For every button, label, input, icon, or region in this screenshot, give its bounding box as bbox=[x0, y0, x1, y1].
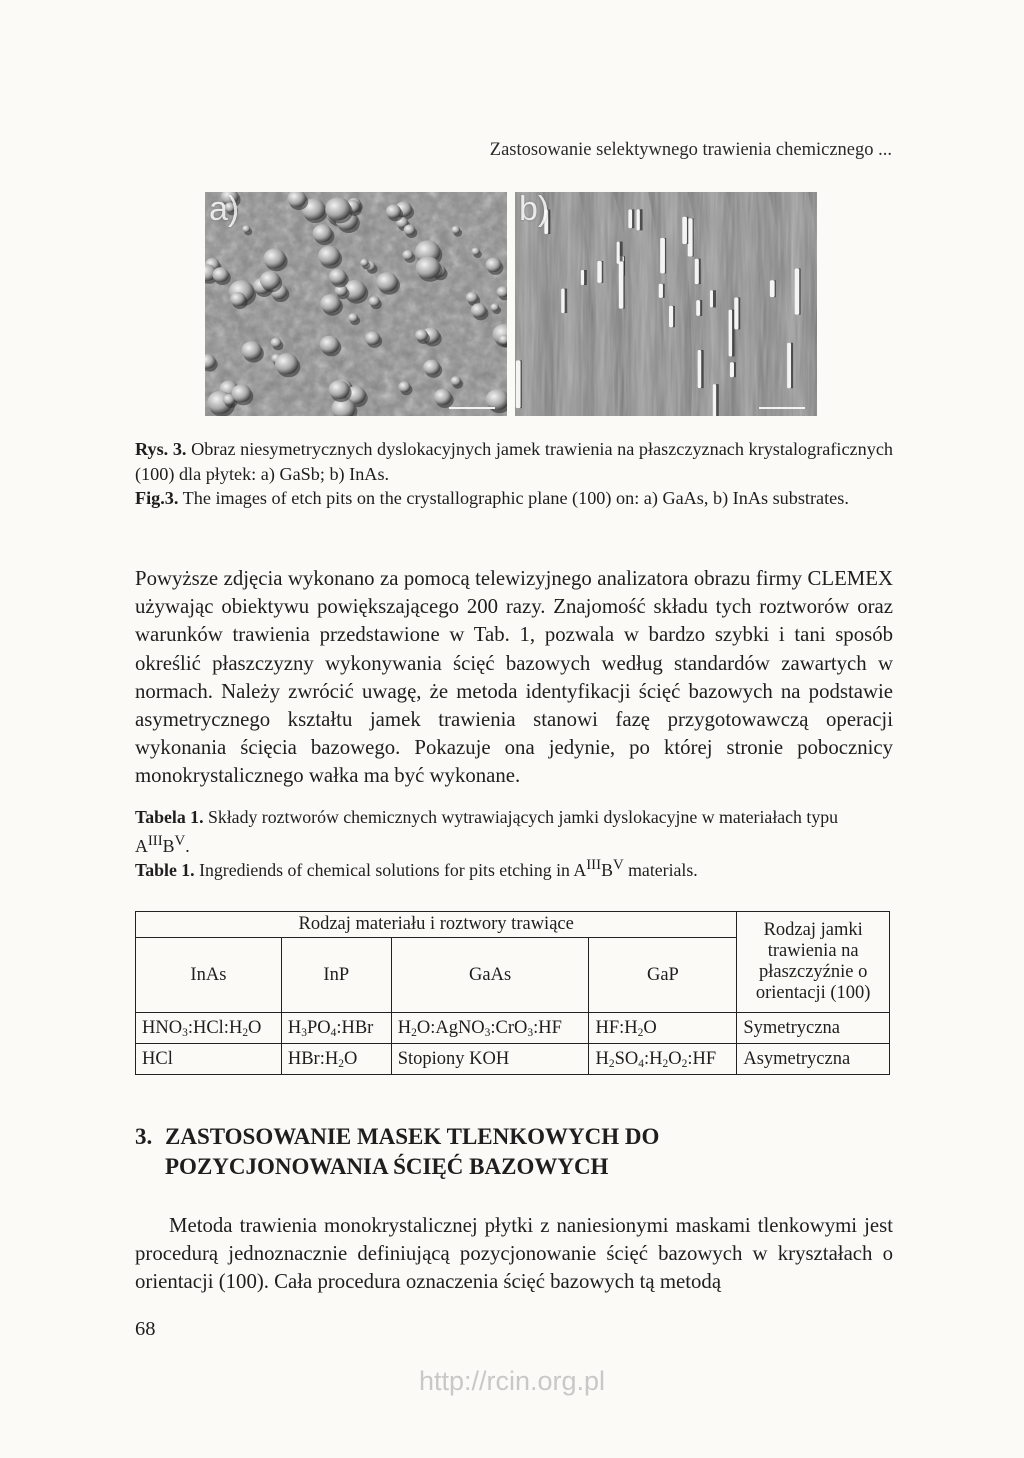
formula-subscript: 3 bbox=[484, 1026, 491, 1039]
formula-subscript: 2 bbox=[411, 1026, 417, 1039]
panel-a-label: a) bbox=[209, 192, 240, 228]
panel-b-label: b) bbox=[519, 192, 550, 228]
formula-text: :HF bbox=[533, 1017, 562, 1038]
column-header-gaas: GaAs bbox=[391, 938, 589, 1013]
etch-pit bbox=[329, 380, 350, 399]
etch-pit bbox=[242, 225, 250, 232]
figure-caption-en-label: Fig.3. bbox=[135, 488, 179, 508]
etch-pit bbox=[660, 238, 665, 273]
cell-inas-solution: HCl bbox=[136, 1044, 282, 1075]
formula-subscript: 2 bbox=[338, 1057, 344, 1070]
etching-solutions-table bbox=[135, 911, 890, 1075]
micrograph-gasb-image bbox=[205, 192, 507, 416]
figure-caption-en bbox=[135, 486, 893, 511]
etch-pit bbox=[688, 218, 693, 256]
formula-subscript: 2 bbox=[662, 1057, 669, 1070]
formula-subscript: 4 bbox=[638, 1057, 644, 1070]
table-row bbox=[136, 1013, 890, 1044]
etch-pit bbox=[471, 247, 479, 255]
etch-pit bbox=[230, 292, 245, 306]
figure-caption-pl-label: Rys. 3. bbox=[135, 439, 187, 459]
etch-pit bbox=[795, 268, 800, 314]
etch-pit bbox=[376, 272, 398, 291]
etch-pit bbox=[710, 290, 713, 307]
etch-pit bbox=[466, 292, 478, 303]
etch-pit bbox=[451, 226, 460, 234]
superscript: III bbox=[586, 857, 602, 873]
etch-pit-shadow bbox=[716, 384, 719, 416]
etch-pit bbox=[581, 270, 584, 285]
etch-pit bbox=[271, 338, 282, 348]
cell-inp-solution bbox=[281, 1013, 391, 1044]
formula-text: O bbox=[343, 1048, 358, 1069]
etch-pit bbox=[423, 360, 440, 375]
formula-text: O bbox=[248, 1017, 262, 1038]
etch-pit bbox=[471, 303, 487, 317]
cell-gaas-solution bbox=[391, 1013, 589, 1044]
figure-etch-pits bbox=[205, 192, 817, 416]
formula-text: H bbox=[287, 1017, 302, 1038]
formula-text: :CrO bbox=[490, 1017, 528, 1038]
formula-text: PO bbox=[306, 1017, 331, 1038]
etch-pit bbox=[516, 360, 521, 408]
etch-pit bbox=[329, 269, 347, 285]
etch-pit bbox=[369, 296, 380, 306]
etch-pit bbox=[617, 242, 620, 264]
etch-pit bbox=[260, 271, 280, 289]
etch-pit bbox=[365, 331, 380, 345]
etch-pit bbox=[416, 257, 441, 279]
formula-subscript: 2 bbox=[681, 1057, 688, 1070]
formula-text: SO bbox=[614, 1048, 639, 1069]
formula-subscript: 3 bbox=[527, 1026, 534, 1039]
table-caption-en-text: B bbox=[601, 859, 613, 880]
cell-pit-type: Symetryczna bbox=[737, 1013, 890, 1044]
etch-pit bbox=[320, 336, 340, 354]
etch-pit bbox=[637, 209, 640, 230]
formula-text: HBr:H bbox=[287, 1048, 339, 1069]
etch-pit bbox=[325, 197, 351, 220]
etch-pit bbox=[619, 261, 624, 308]
figure-caption-pl-text: Obraz niesymetrycznych dyslokacyjnych jamek trawienia na płaszczyznach krystalograficznych (100) dla płytek: a) GaSb; b) InAs. bbox=[135, 439, 893, 484]
scale-bar-b bbox=[759, 407, 805, 409]
micrograph-inas-image bbox=[515, 192, 817, 416]
formula-subscript: 2 bbox=[637, 1026, 644, 1039]
cell-gaas-solution: Stopiony KOH bbox=[391, 1044, 589, 1075]
formula-text: O bbox=[643, 1017, 657, 1038]
etch-pit-shadow bbox=[713, 290, 716, 307]
etch-pit bbox=[231, 384, 251, 402]
column-header-gap: GaP bbox=[589, 938, 737, 1013]
superscript: III bbox=[147, 833, 163, 849]
body-paragraph-1: Powyższe zdjęcia wykonano za pomocą telewizyjnego analizatora obrazu firmy CLEMEX używając obiektywu powiększającego 200 razy. Znajomość składu tych roztworów oraz warunków trawienia przedstawione w Tab. 1, pozwala w bardzo szybki i tani sposób określić płaszczyzny wykonywania ścięć bazowych według standardów zawartych w normach. Należy zwrócić uwagę, że metoda identyfikacji ścięć bazowych na podstawie asymetrycznego kształtu jamek trawienia stanowi fazę przygotowawczą operacji wykonania ścięcia bazowego. Pokazuje ona jedynie, po której stronie pobocznicy monokrystalicznego wałka ma być wykonane. bbox=[135, 567, 893, 788]
section-number: 3. bbox=[135, 1124, 153, 1149]
formula-text: :H bbox=[643, 1048, 663, 1069]
cell-pit-type: Asymetryczna bbox=[737, 1044, 890, 1075]
table-caption-en-label: Table 1. bbox=[135, 859, 195, 880]
etch-pit-shadow bbox=[640, 209, 643, 230]
etch-pit bbox=[669, 306, 673, 327]
etch-pit bbox=[415, 329, 428, 341]
formula-text: :HF bbox=[687, 1048, 717, 1069]
table-caption-pl-text: B bbox=[162, 835, 175, 856]
etch-pit bbox=[360, 259, 368, 267]
superscript: V bbox=[174, 833, 186, 849]
formula-text: HF:H bbox=[595, 1017, 638, 1038]
formula-subscript: 4 bbox=[330, 1026, 337, 1039]
table-header-group: Rodzaj materiału i roztwory trawiące bbox=[136, 912, 737, 938]
etch-pit bbox=[659, 284, 663, 298]
formula-subscript: 2 bbox=[608, 1057, 615, 1070]
etch-pit bbox=[490, 303, 499, 311]
etch-pit bbox=[695, 259, 699, 284]
etch-pit bbox=[318, 246, 340, 266]
etch-pit bbox=[398, 381, 410, 392]
formula-text: O bbox=[668, 1048, 682, 1069]
formula-subscript: 2 bbox=[242, 1026, 249, 1039]
cell-inas-solution bbox=[136, 1013, 282, 1044]
column-header-inp: InP bbox=[281, 938, 391, 1013]
etch-pit bbox=[320, 294, 341, 313]
section-title: ZASTOSOWANIE MASEK TLENKOWYCH DO POZYCJONOWANIA ŚCIĘĆ BAZOWYCH bbox=[165, 1124, 660, 1179]
table-row bbox=[136, 1044, 890, 1075]
figure-caption-pl bbox=[135, 437, 893, 486]
etch-pit bbox=[696, 300, 700, 316]
etch-pit bbox=[597, 261, 601, 283]
column-header-inas: InAs bbox=[136, 938, 282, 1013]
etch-pit-shadow bbox=[620, 242, 623, 264]
formula-subscript: 3 bbox=[301, 1026, 307, 1039]
etch-pit bbox=[212, 267, 228, 282]
etch-pit bbox=[628, 209, 632, 228]
figure-caption-en-text: The images of etch pits on the crystallographic plane (100) on: a) GaAs, b) InAs substrates. bbox=[178, 488, 849, 508]
etch-pit bbox=[404, 225, 416, 235]
etch-pit bbox=[241, 341, 262, 360]
etch-pit bbox=[313, 224, 333, 242]
etch-pit bbox=[275, 353, 298, 374]
etch-pit bbox=[486, 258, 502, 272]
formula-text: :HCl:H bbox=[187, 1017, 243, 1038]
formula-text: :HBr bbox=[336, 1017, 374, 1038]
formula-text: H bbox=[595, 1048, 609, 1069]
table-header-row bbox=[136, 912, 890, 938]
formula-text: O:AgNO bbox=[416, 1017, 485, 1038]
formula-text: HNO bbox=[142, 1017, 183, 1038]
formula-text: H bbox=[397, 1017, 412, 1038]
etch-pit bbox=[730, 362, 734, 377]
etch-pit bbox=[787, 343, 791, 388]
formula-subscript: 3 bbox=[182, 1026, 188, 1039]
etch-pit bbox=[734, 297, 738, 329]
etch-pit bbox=[561, 289, 564, 314]
table-header-pit-type: Rodzaj jamki trawienia na płaszczyźnie o orientacji (100) bbox=[737, 912, 890, 1013]
etch-pit-shadow bbox=[584, 270, 587, 285]
page-number: 68 bbox=[135, 1318, 156, 1340]
table-caption-pl-text: Składy roztworów chemicznych wytrawiających jamki dyslokacyjne w materiałach typu A bbox=[135, 807, 838, 856]
etch-pit bbox=[682, 217, 687, 244]
micrograph-panel-b bbox=[515, 192, 817, 416]
cell-gap-solution bbox=[589, 1044, 737, 1075]
table-caption-en bbox=[135, 853, 893, 882]
micrograph-panel-a bbox=[205, 192, 507, 416]
table-caption-pl-label: Tabela 1. bbox=[135, 807, 204, 827]
etch-pit bbox=[451, 376, 462, 386]
etch-pit bbox=[263, 248, 285, 268]
etch-pit bbox=[402, 250, 413, 260]
scale-bar-a bbox=[449, 407, 495, 409]
cell-gap-solution bbox=[589, 1013, 737, 1044]
table-caption-pl bbox=[135, 805, 893, 858]
table-caption-pl-text: . bbox=[185, 835, 190, 856]
etch-pit bbox=[434, 389, 452, 405]
table-caption-en-text: Ingrediends of chemical solutions for pits etching in A bbox=[194, 859, 587, 880]
etch-pit bbox=[348, 313, 358, 322]
etch-pit bbox=[729, 310, 733, 357]
etch-pit bbox=[386, 204, 401, 218]
body-paragraph-2: Metoda trawienia monokrystalicznej płytki z naniesionymi maskami tlenkowymi jest procedurą jednoznacznie definiującą pozycjonowanie ścięć bazowych w kryształach o orientacji (100). Cała procedura oznaczenia ścięć bazowych tą metodą bbox=[135, 1214, 893, 1294]
running-head: Zastosowanie selektywnego trawienia chemicznego ... bbox=[489, 140, 892, 160]
etch-pit bbox=[698, 350, 702, 388]
superscript: V bbox=[612, 857, 624, 873]
watermark-url: http://rcin.org.pl bbox=[418, 1366, 606, 1396]
etch-pit bbox=[770, 280, 775, 297]
cell-inp-solution bbox=[281, 1044, 391, 1075]
etch-pit bbox=[713, 384, 716, 416]
table-caption-en-text: materials. bbox=[623, 859, 698, 880]
